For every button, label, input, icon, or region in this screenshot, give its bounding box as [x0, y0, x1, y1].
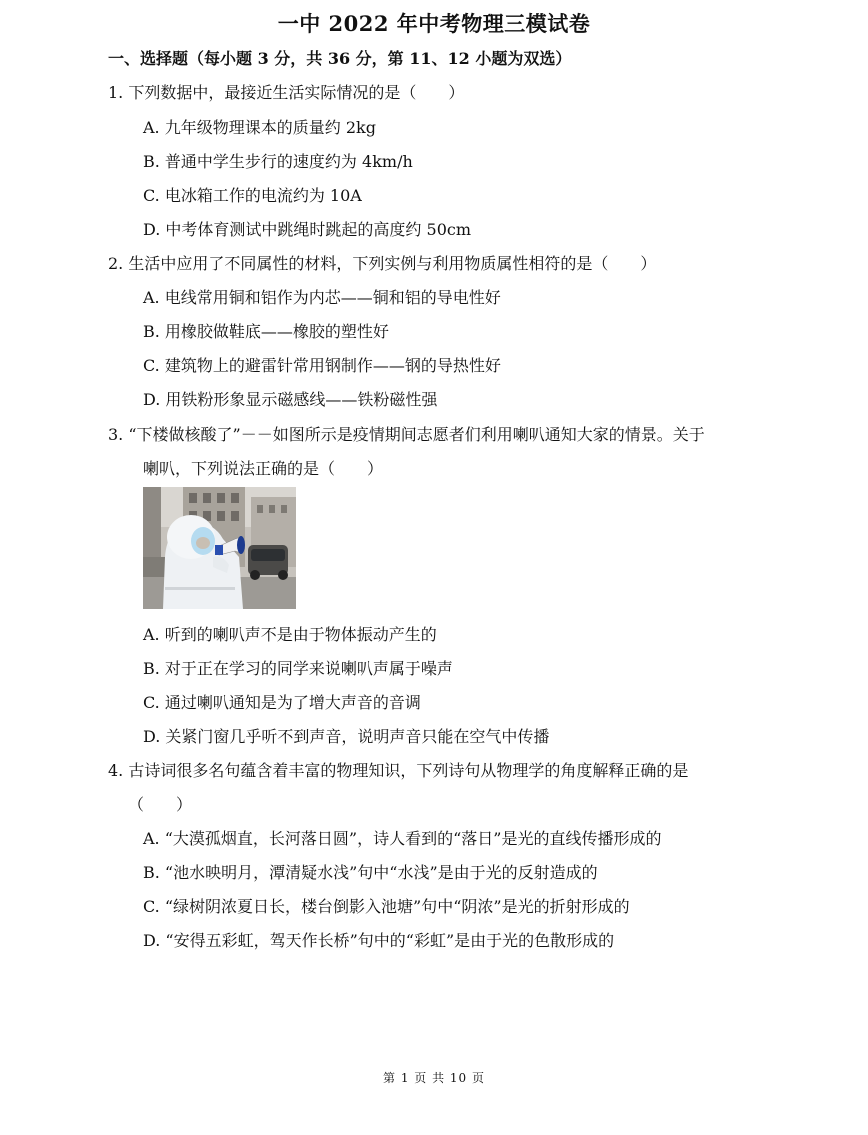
question-1-option-d: D. 中考体育测试中跳绳时跳起的高度约 50cm — [143, 220, 472, 239]
question-3-option-b: B. 对于正在学习的同学来说喇叭声属于噪声 — [143, 659, 453, 678]
question-3-stem-continued: 喇叭，下列说法正确的是（ ） — [143, 459, 384, 478]
question-2-option-c: C. 建筑物上的避雷针常用钢制作——钢的导热性好 — [143, 356, 501, 375]
question-3-option-d: D. 关紧门窗几乎听不到声音，说明声音只能在空气中传播 — [143, 727, 550, 746]
question-4-stem: 4. 古诗词很多名句蕴含着丰富的物理知识，下列诗句从物理学的角度解释正确的是 — [108, 761, 689, 780]
question-1-stem: 1. 下列数据中，最接近生活实际情况的是（ ） — [108, 83, 465, 102]
page-footer: 第 1 页 共 10 页 — [383, 1071, 485, 1085]
question-2-stem: 2. 生活中应用了不同属性的材料，下列实例与利用物质属性相符的是（ ） — [108, 254, 657, 273]
question-4-option-c: C. “绿树阴浓夏日长，楼台倒影入池塘”句中“阴浓”是光的折射形成的 — [143, 897, 630, 916]
question-2-option-b: B. 用橡胶做鞋底——橡胶的塑性好 — [143, 322, 389, 341]
section-heading: 一、选择题（每小题 3 分，共 36 分，第 11、12 小题为双选） — [108, 49, 572, 68]
question-1-option-b: B. 普通中学生步行的速度约为 4km/h — [143, 152, 413, 171]
question-3-option-a: A. 听到的喇叭声不是由于物体振动产生的 — [143, 625, 437, 644]
question-4-option-a: A. “大漠孤烟直，长河落日圆”，诗人看到的“落日”是光的直线传播形成的 — [143, 829, 662, 848]
question-1-option-c: C. 电冰箱工作的电流约为 10A — [143, 186, 362, 205]
question-3-option-c: C. 通过喇叭通知是为了增大声音的音调 — [143, 693, 421, 712]
question-3-stem: 3. “下楼做核酸了”－－如图所示是疫情期间志愿者们利用喇叭通知大家的情景。关于 — [108, 425, 705, 444]
megaphone-volunteer-photo — [143, 487, 296, 609]
question-4-option-d: D. “安得五彩虹，驾天作长桥”句中的“彩虹”是由于光的色散形成的 — [143, 931, 615, 950]
question-4-option-b: B. “池水映明月，潭清疑水浅”句中“水浅”是由于光的反射造成的 — [143, 863, 598, 882]
question-4-stem-continued: （ ） — [128, 795, 193, 814]
question-1-option-a: A. 九年级物理课本的质量约 2kg — [143, 118, 376, 137]
question-2-option-a: A. 电线常用铜和铝作为内芯——铜和铝的导电性好 — [143, 288, 501, 307]
page-title: 一中 2022 年中考物理三模试卷 — [277, 11, 591, 36]
question-2-option-d: D. 用铁粉形象显示磁感线——铁粉磁性强 — [143, 390, 438, 409]
